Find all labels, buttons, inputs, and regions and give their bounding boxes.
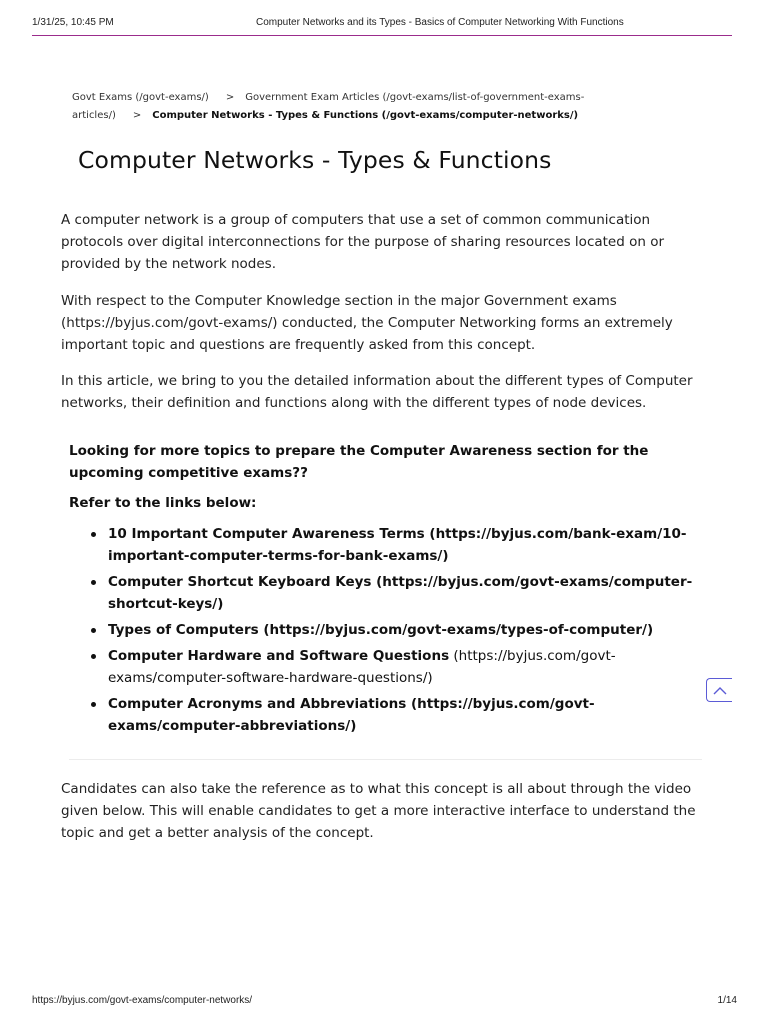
article-summary-paragraph: In this article, we bring to you the detailed information about the different types of Computer networks, their definition and functions along with the different types of node devices. [61,373,693,411]
page-title: Computer Networks - Types & Functions [78,146,552,174]
breadcrumb-separator: > [132,110,142,121]
related-link-shortcut-keys[interactable]: Computer Shortcut Keyboard Keys (https://byjus.com/govt-exams/computer-shortcut-keys/) [108,574,693,612]
related-topics-callout [69,440,709,514]
print-document-title: Computer Networks and its Types - Basics of Computer Networking With Functions [256,17,624,28]
breadcrumb-current: Computer Networks - Types & Functions (/govt-exams/computer-networks/) [152,110,579,121]
list-item[interactable] [90,645,705,689]
print-datetime: 1/31/25, 10:45 PM [32,17,114,28]
callout-question: Looking for more topics to prepare the Computer Awareness section for the upcoming competitive exams?? [69,443,649,481]
related-link-awareness-terms[interactable]: 10 Important Computer Awareness Terms (https://byjus.com/bank-exam/10-important-computer-terms-for-bank-exams/) [108,526,687,564]
list-item[interactable] [90,693,705,737]
intro-paragraph: A computer network is a group of computers that use a set of common communication protocols over digital interconnections for the purpose of sharing resources located on or provided by the network nodes. [61,212,665,272]
related-link-acronyms[interactable]: Computer Acronyms and Abbreviations (https://byjus.com/govt-exams/computer-abbreviations/) [108,696,595,734]
breadcrumb-government-exam-articles[interactable]: Government Exam Articles (/govt-exams/list-of-government-exams-articles/) [72,92,585,121]
list-item[interactable] [90,523,705,567]
print-url: https://byjus.com/govt-exams/computer-networks/ [32,995,253,1006]
list-item[interactable] [90,619,705,641]
computer-knowledge-paragraph: With respect to the Computer Knowledge section in the major Government exams (https://byjus.com/govt-exams/) conducted, the Computer Networking forms an extremely important topic and questions are frequently asked from this concept. [61,293,673,353]
print-header [32,0,732,36]
related-links-list [90,523,705,741]
video-reference-paragraph: Candidates can also take the reference as to what this concept is all about through the video given below. This will enable candidates to get a more interactive interface to understand the topic and get a better analysis of the concept. [61,781,696,841]
print-footer [32,995,737,1006]
breadcrumb-separator: > [225,92,235,103]
related-link-types-of-computers[interactable]: Types of Computers (https://byjus.com/govt-exams/types-of-computer/) [108,622,654,638]
scroll-to-top-button[interactable] [706,678,732,702]
list-item[interactable] [90,571,705,615]
breadcrumb-govt-exams[interactable]: Govt Exams (/govt-exams/) [72,92,209,103]
chevron-up-icon [713,686,727,695]
related-link-hardware-software[interactable]: Computer Hardware and Software Questions [108,648,450,664]
page-number: 1/14 [717,995,737,1006]
callout-refer-label: Refer to the links below: [69,495,257,511]
related-link-url[interactable]: (https://byjus.com/govt-exams/computer-software-hardware-questions/) [108,648,616,686]
section-divider [69,759,702,760]
breadcrumb [72,89,602,125]
